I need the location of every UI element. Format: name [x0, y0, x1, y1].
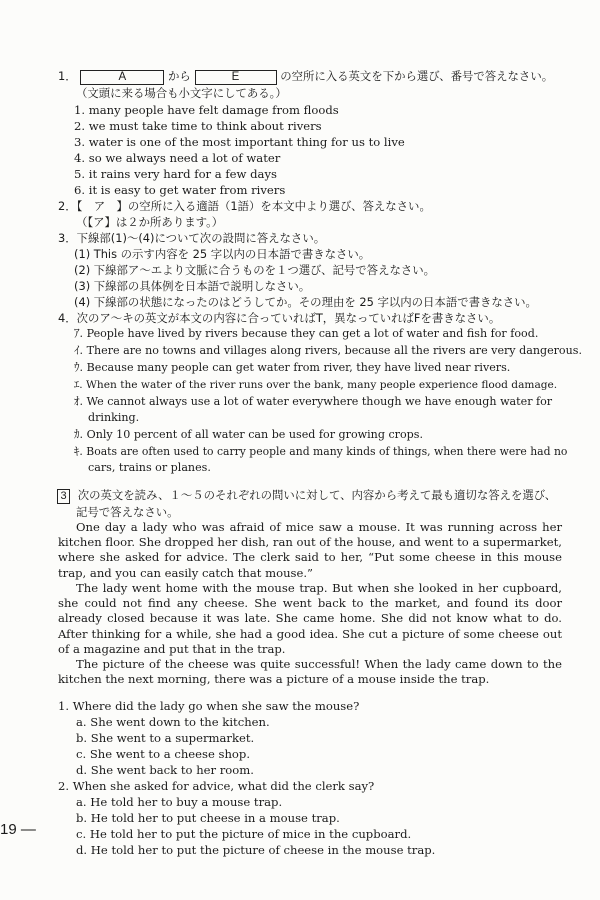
- answer-choice: d. She went back to her room.: [76, 763, 254, 777]
- answer-choice: c. He told her to put the picture of mice in the cupboard.: [76, 827, 412, 841]
- q4-statement: ｲ. There are no towns and villages along rivers, because all the rivers are very dangerous.: [74, 344, 582, 357]
- q2-instruction: 2．【 ア 】の空所に入る適語（1語）を本文中より選び、答えなさい。: [58, 199, 431, 213]
- section3-heading: [57, 488, 556, 504]
- comprehension-question: 1. Where did the lady go when she saw the mouse?: [58, 699, 360, 713]
- page-number: 19 —: [0, 821, 36, 838]
- answer-choice: b. He told her to put cheese in a mouse trap.: [76, 811, 340, 825]
- q3-item: (2) 下線部ア～エより文脈に合うものを１つ選び、記号で答えなさい。: [74, 263, 436, 277]
- passage-paragraph: The lady went home with the mouse trap. But when she looked in her cupboard, she could not find any cheese. She went back to the market, and found its door already closed because it was late. She came home. She did not know what to do. After thinking for a while, she had a good idea. She cut a picture of some cheese out of a magazine and put that in the trap.: [58, 581, 562, 656]
- q4-statement-cont: drinking.: [88, 411, 140, 424]
- q4-statement: ｱ. People have lived by rivers because they can get a lot of water and fish for food.: [74, 327, 539, 340]
- q4-statement: ｳ. Because many people can get water from river, they have lived near rivers.: [74, 361, 511, 374]
- answer-choice: a. She went down to the kitchen.: [76, 715, 270, 729]
- q1-option: 3. water is one of the most important thing for us to live: [74, 135, 405, 149]
- q3-item: (1) This の示す内容を 25 字以内の日本語で書きなさい。: [74, 247, 371, 261]
- section3-instruction-cont: 記号で答えなさい。: [76, 505, 179, 519]
- q1-option: 4. so we always need a lot of water: [74, 151, 281, 165]
- q4-statement: ｶ. Only 10 percent of all water can be used for growing crops.: [74, 428, 423, 441]
- q1-number: 1．: [58, 69, 77, 83]
- q1-option: 6. it is easy to get water from rivers: [74, 183, 286, 197]
- q3-instruction: 3．下線部(1)～(4)について次の設問に答えなさい。: [58, 231, 326, 245]
- q1-line: [58, 69, 553, 85]
- q1-option: 5. it rains very hard for a few days: [74, 167, 277, 181]
- section3-instruction: 次の英文を読み、１～５のそれぞれの問いに対して、内容から考えて最も適切な答えを選び、: [77, 488, 557, 502]
- blank-box-a: A: [80, 70, 164, 85]
- q1-instruction: の空所に入る英文を下から選び、番号で答えなさい。: [280, 69, 554, 83]
- q4-statement: ｵ. We cannot always use a lot of water everywhere though we have enough water for: [74, 395, 553, 408]
- comprehension-question: 2. When she asked for advice, what did the clerk say?: [58, 779, 375, 793]
- q2-note: （【ア】は２か所あります。）: [76, 215, 224, 229]
- passage-paragraph: One day a lady who was afraid of mice saw a mouse. It was running across her kitchen floor. She dropped her dish, ran out of the house, and went to a supermarket, where she asked for advice. The clerk said to her, “Put some cheese in this mouse trap, and you can easily catch that mouse.”: [58, 520, 562, 580]
- q3-item: (3) 下線部の具体例を日本語で説明しなさい。: [74, 279, 311, 293]
- q4-instruction: 4．次のア～キの英文が本文の内容に合っていればT，異なっていればFを書きなさい。: [58, 311, 501, 325]
- answer-choice: c. She went to a cheese shop.: [76, 747, 251, 761]
- section3-number: 3: [57, 489, 70, 504]
- q1-note: （文頭に来る場合も小文字にしてある。）: [76, 86, 287, 100]
- answer-choice: d. He told her to put the picture of cheese in the mouse trap.: [76, 843, 436, 857]
- q3-item: (4) 下線部の状態になったのはどうしてか。その理由を 25 字以内の日本語で書きなさい。: [74, 295, 537, 309]
- blank-box-e: E: [195, 70, 277, 85]
- q1-from: から: [168, 69, 191, 83]
- q4-statement: ｷ. Boats are often used to carry people and many kinds of things, when there were had no: [74, 445, 568, 458]
- q4-statement: ｴ. When the water of the river runs over the bank, many people experience flood damage.: [74, 379, 558, 391]
- q4-statement-cont: cars, trains or planes.: [88, 461, 211, 474]
- answer-choice: a. He told her to buy a mouse trap.: [76, 795, 283, 809]
- answer-choice: b. She went to a supermarket.: [76, 731, 255, 745]
- q1-option: 1. many people have felt damage from floods: [74, 103, 339, 117]
- passage-paragraph: The picture of the cheese was quite successful! When the lady came down to the kitchen the next morning, there was a picture of a mouse inside the trap.: [58, 657, 562, 687]
- q1-option: 2. we must take time to think about rivers: [74, 119, 322, 133]
